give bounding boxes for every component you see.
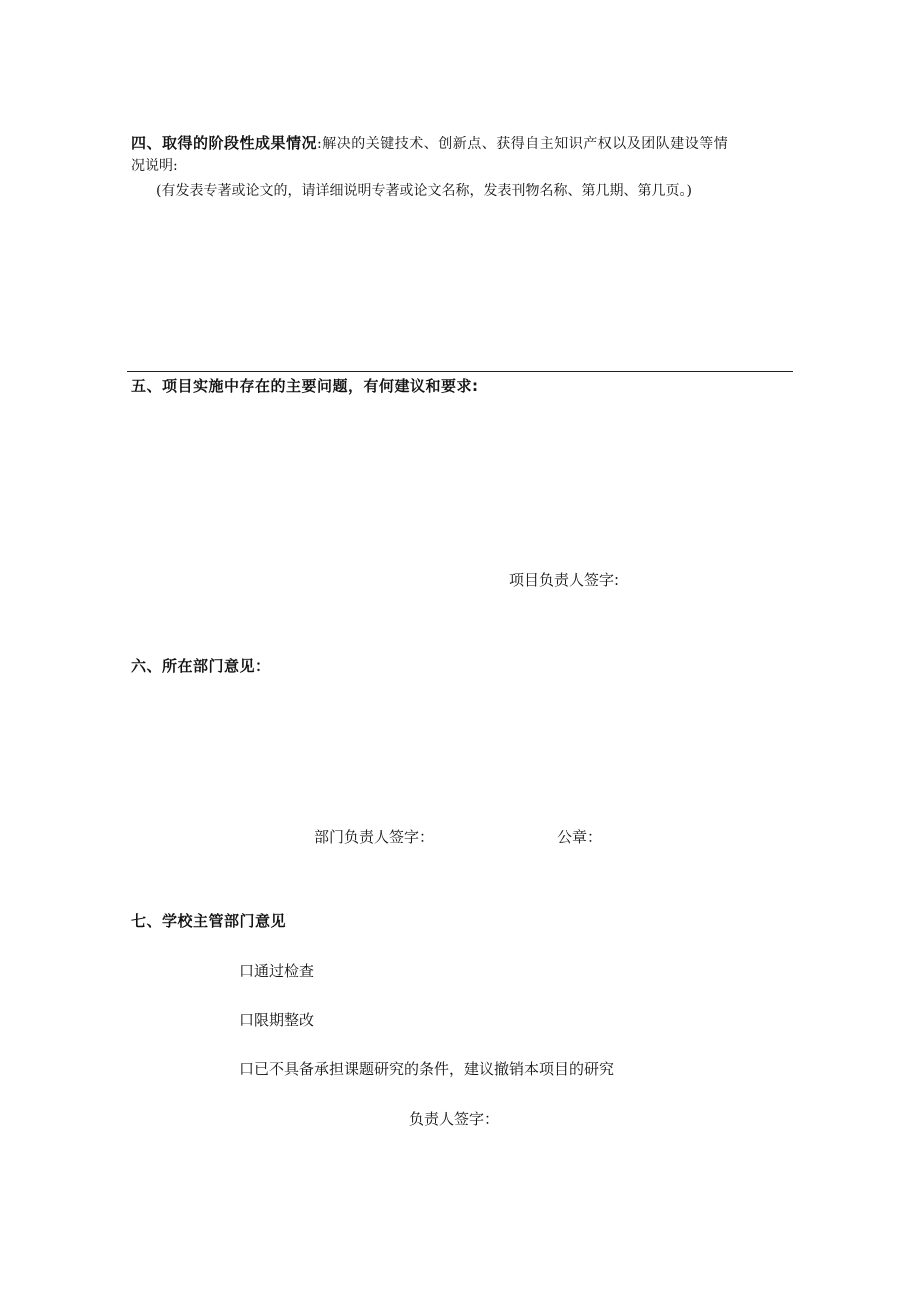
section-divider: [127, 371, 793, 372]
section5-title: 五、项目实施中存在的主要问题，有何建议和要求:: [131, 377, 479, 395]
section4-description: :解决的关键技术、创新点、获得自主知识产权以及团队建设等情: [317, 136, 729, 152]
option-pass-inspection[interactable]: 口通过检查: [239, 962, 315, 980]
section4-title: 四、取得的阶段性成果情况: [131, 134, 318, 152]
section4-description-cont: 况说明:: [131, 158, 178, 174]
department-leader-signature-label: 部门负责人签字：: [314, 828, 435, 846]
project-leader-signature-label: 项目负责人签字:: [509, 571, 620, 589]
official-seal-label: 公章：: [557, 828, 603, 846]
option-revoke-project[interactable]: 口已不具备承担课题研究的条件，建议撤销本项目的研究: [239, 1060, 615, 1078]
section6-title: 六、所在部门意见：: [131, 657, 271, 675]
section4-note: (有发表专著或论文的，请详细说明专著或论文名称，发表刊物名称、第几期、第几页。): [156, 183, 692, 199]
section7-title: 七、学校主管部门意见: [131, 912, 287, 930]
option-rectify-within-deadline[interactable]: 口限期整改: [239, 1011, 315, 1029]
section4-heading-line: [131, 132, 728, 153]
leader-signature-label: 负责人签字：: [409, 1110, 500, 1128]
